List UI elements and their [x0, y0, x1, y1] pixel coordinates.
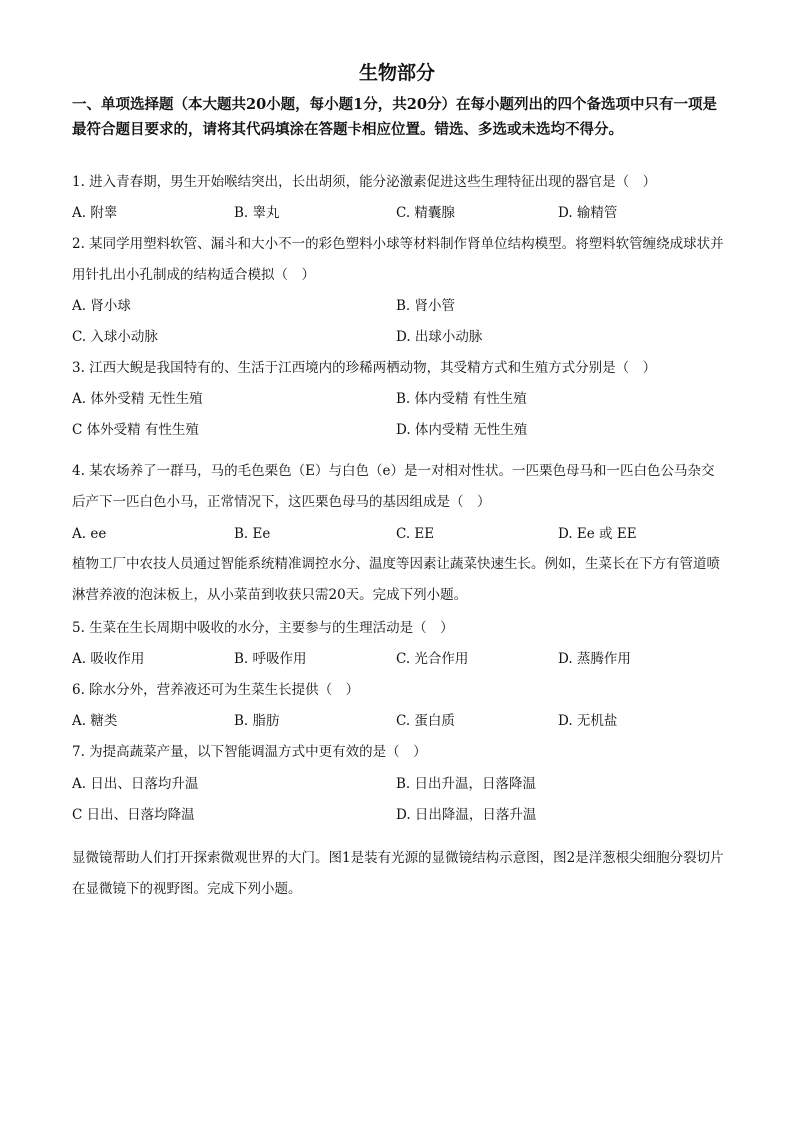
- question-stem: 4. 某农场养了一群马，马的毛色栗色（E）与白色（e）是一对相对性状。一匹栗色母马和一匹白色公马杂交后产下一匹白色小马，正常情况下，这匹栗色母马的基因组成是（ ）: [72, 463, 715, 510]
- option-a: A. 体外受精 无性生殖: [72, 391, 203, 407]
- option-b: B. 睾丸: [234, 205, 280, 221]
- option-d: D. 无机盐: [558, 713, 618, 729]
- option-c: C 体外受精 有性生殖: [72, 422, 199, 438]
- section-heading: 一、单项选择题（本大题共20小题，每小题1分，共20分）在每小题列出的四个备选项中只有一项是最符合题目要求的，请将其代码填涂在答题卡相应位置。错选、多选或未选均不得分。: [72, 96, 717, 138]
- question-stem: 2. 某同学用塑料软管、漏斗和大小不一的彩色塑料小球等材料制作肾单位结构模型。将塑料软管缠绕成球状并用针扎出小孔制成的结构适合模拟（ ）: [72, 236, 724, 283]
- option-a: A. 肾小球: [72, 298, 131, 314]
- option-a: A. 日出、日落均升温: [72, 776, 199, 792]
- option-d: D. 蒸腾作用: [558, 651, 631, 667]
- question-stem: 3. 江西大鲵是我国特有的、生活于江西境内的珍稀两栖动物，其受精方式和生殖方式分别是（ ）: [72, 360, 657, 376]
- option-c: C 日出、日落均降温: [72, 807, 195, 823]
- option-b: B. 日出升温，日落降温: [396, 776, 537, 792]
- option-a: A. 吸收作用: [72, 651, 145, 667]
- passage-plant-factory: 植物工厂中农技人员通过智能系统精准调控水分、温度等因素让蔬菜快速生长。例如，生菜长在下方有管道喷淋营养液的泡沫板上，从小菜苗到收获只需20天。完成下列小题。: [72, 556, 720, 603]
- question-stem: 6. 除水分外，营养液还可为生菜生长提供（ ）: [72, 682, 360, 698]
- option-c: C. EE: [396, 526, 435, 542]
- option-b: B. 脂肪: [234, 713, 280, 729]
- passage-microscope: 显微镜帮助人们打开探索微观世界的大门。图1是装有光源的显微镜结构示意图，图2是洋葱根尖细胞分裂切片在显微镜下的视野图。完成下列小题。: [72, 850, 724, 897]
- option-c: C. 精囊腺: [396, 205, 455, 221]
- question-stem: 7. 为提高蔬菜产量，以下智能调温方式中更有效的是（ ）: [72, 744, 427, 760]
- option-c: C. 光合作用: [396, 651, 469, 667]
- option-d: D. 出球小动脉: [396, 329, 483, 345]
- option-b: B. Ee: [234, 526, 271, 542]
- page-title: 生物部分: [358, 62, 435, 84]
- option-b: B. 肾小管: [396, 298, 456, 314]
- question-stem: 5. 生菜在生长周期中吸收的水分，主要参与的生理活动是（ ）: [72, 620, 454, 636]
- option-c: C. 入球小动脉: [72, 329, 158, 345]
- option-a: A. ee: [72, 526, 107, 542]
- option-b: B. 呼吸作用: [234, 651, 307, 667]
- option-b: B. 体内受精 有性生殖: [396, 391, 527, 407]
- option-a: A. 糖类: [72, 713, 118, 729]
- option-d: D. 体内受精 无性生殖: [396, 422, 528, 438]
- option-a: A. 附睾: [72, 205, 118, 221]
- option-c: C. 蛋白质: [396, 713, 455, 729]
- option-d: D. 日出降温，日落升温: [396, 807, 537, 823]
- question-stem: 1. 进入青春期，男生开始喉结突出，长出胡须，能分泌激素促进这些生理特征出现的器官是（ ）: [72, 174, 657, 190]
- option-d: D. 输精管: [558, 205, 618, 221]
- option-d: D. Ee 或 EE: [558, 526, 637, 542]
